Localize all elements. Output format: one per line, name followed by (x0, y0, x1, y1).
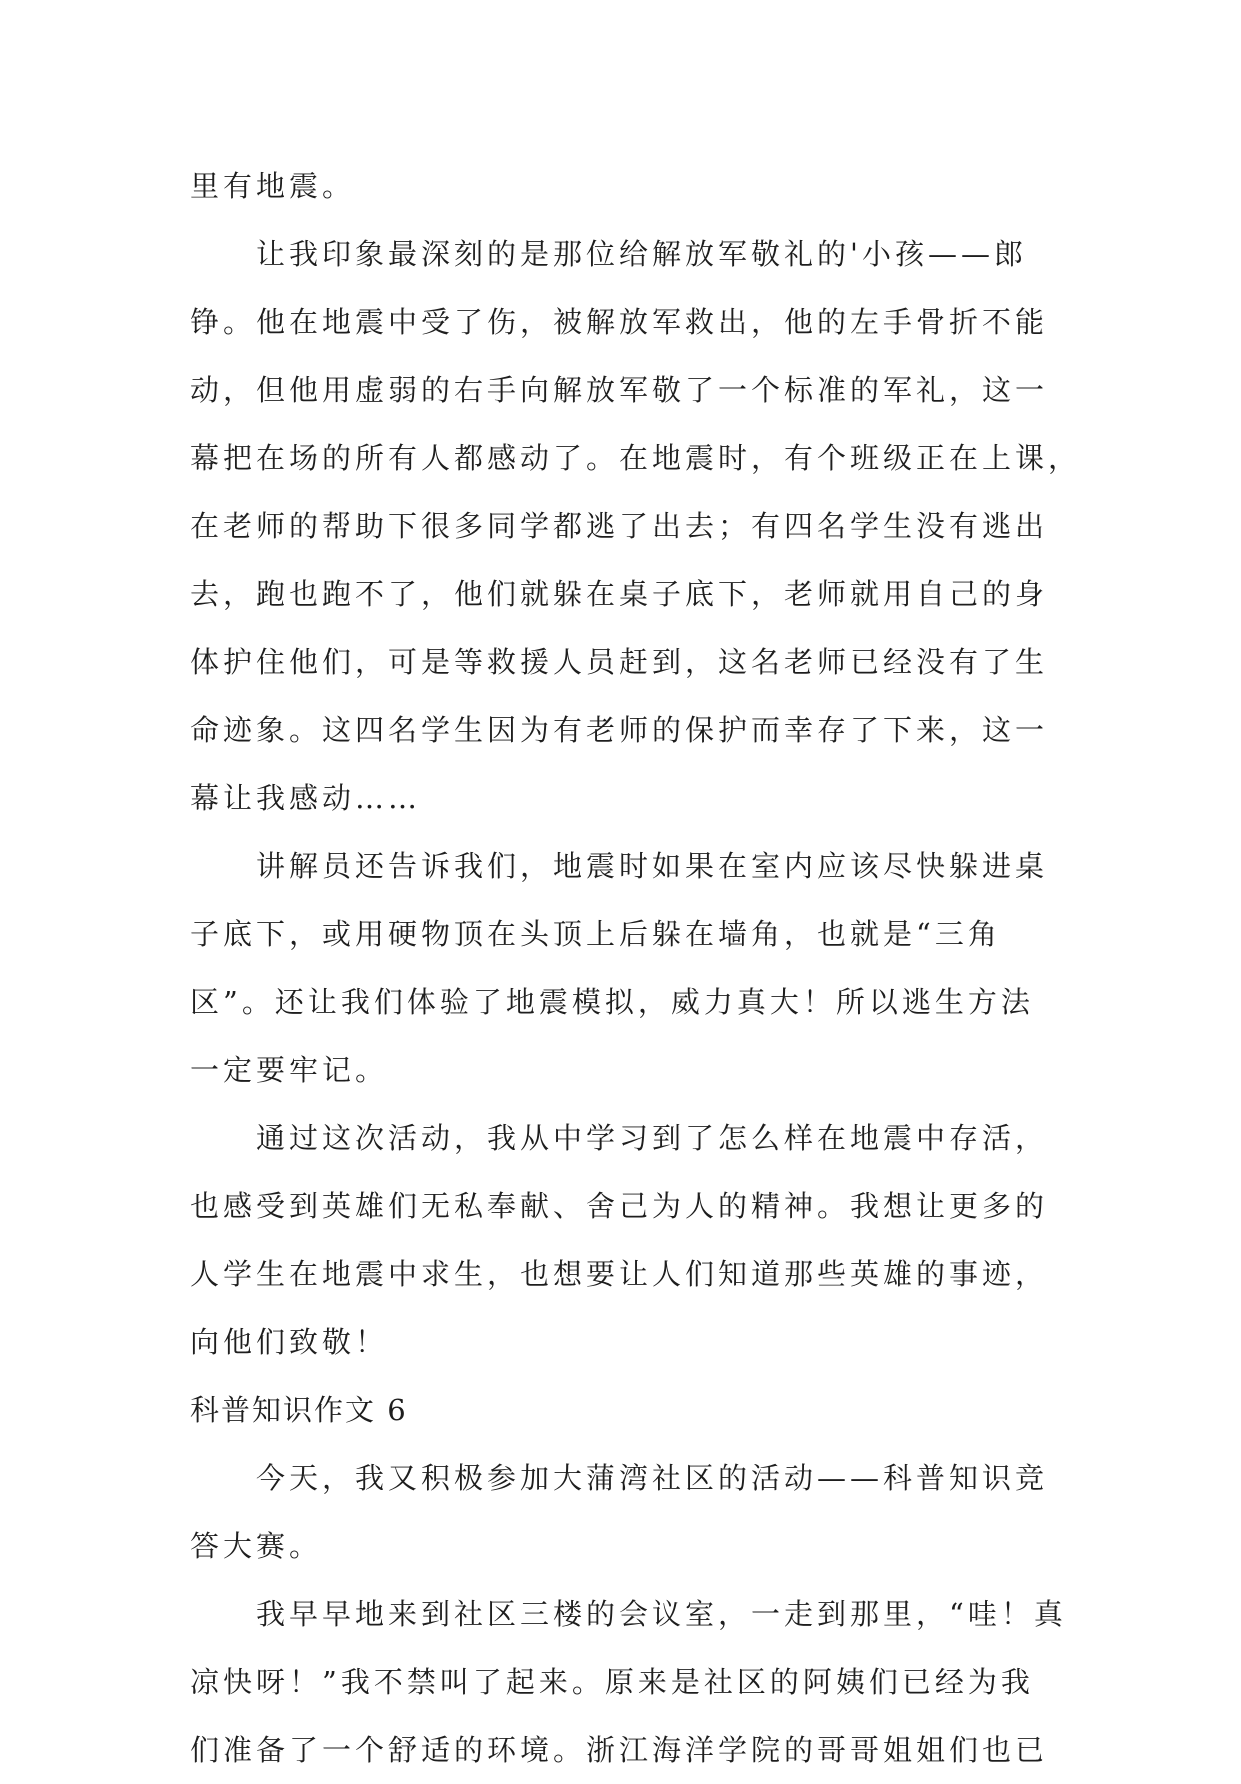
text-line-12: 子底下，或用硬物顶在头顶上后躲在墙角，也就是“三角 (190, 917, 1001, 951)
text-line-2: 让我印象最深刻的是那位给解放军敬礼的'小孩——郎 (256, 237, 1027, 271)
text-line-7: 去，跑也跑不了，他们就躲在桌子底下，老师就用自己的身 (190, 577, 1049, 611)
text-line-23: 凉快呀！”我不禁叫了起来。原来是社区的阿姨们已经为我 (190, 1665, 1034, 1699)
text-line-5: 幕把在场的所有人都感动了。在地震时，有个班级正在上课， (190, 441, 1082, 475)
document-body (190, 152, 1082, 1784)
text-line-13: 区”。还让我们体验了地震模拟，威力真大！所以逃生方法 (190, 985, 1034, 1019)
text-line-21: 答大赛。 (190, 1529, 323, 1563)
text-line-16: 也感受到英雄们无私奉献、舍己为人的精神。我想让更多的 (190, 1189, 1049, 1223)
text-line-11: 讲解员还告诉我们，地震时如果在室内应该尽快躲进桌 (256, 849, 1049, 883)
text-line-20: 今天，我又积极参加大蒲湾社区的活动——科普知识竞 (256, 1461, 1049, 1495)
text-line-4: 动，但他用虚弱的右手向解放军敬了一个标准的军礼，这一 (190, 373, 1049, 407)
text-line-18: 向他们致敬！ (190, 1325, 389, 1359)
text-line-1: 里有地震。 (190, 169, 356, 203)
text-line-15: 通过这次活动，我从中学习到了怎么样在地震中存活， (256, 1121, 1049, 1155)
text-line-17: 人学生在地震中求生，也想要让人们知道那些英雄的事迹， (190, 1257, 1049, 1291)
text-line-9: 命迹象。这四名学生因为有老师的保护而幸存了下来，这一 (190, 713, 1049, 747)
text-line-3: 铮。他在地震中受了伤，被解放军救出，他的左手骨折不能 (190, 305, 1049, 339)
text-line-24: 们准备了一个舒适的环境。浙江海洋学院的哥哥姐姐们也已 (190, 1733, 1049, 1767)
section-heading: 科普知识作文 6 (190, 1393, 408, 1427)
text-line-10: 幕让我感动…… (190, 781, 422, 815)
text-line-6: 在老师的帮助下很多同学都逃了出去；有四名学生没有逃出 (190, 509, 1049, 543)
text-line-22: 我早早地来到社区三楼的会议室，一走到那里，“哇！真 (256, 1597, 1067, 1631)
text-line-8: 体护住他们，可是等救援人员赶到，这名老师已经没有了生 (190, 645, 1049, 679)
text-line-14: 一定要牢记。 (190, 1053, 389, 1087)
